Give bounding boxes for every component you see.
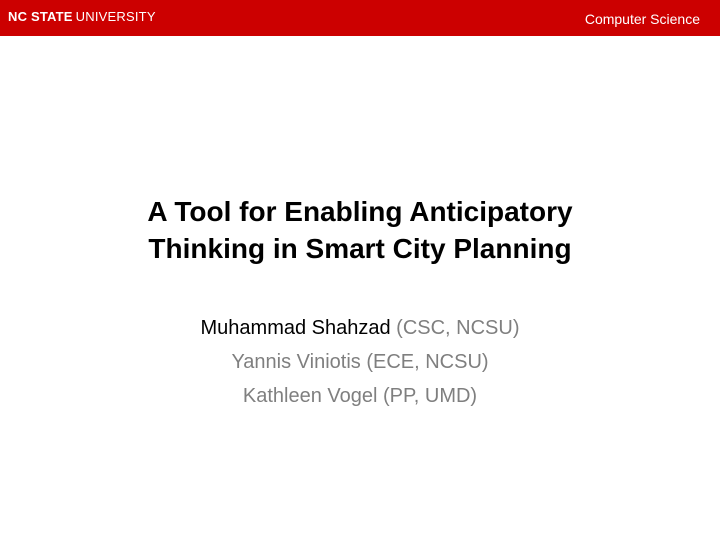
author-line-2: Yannis Viniotis (ECE, NCSU) [231, 351, 489, 373]
author-list [60, 311, 660, 413]
author-name-1: Muhammad Shahzad [200, 317, 391, 339]
title-line-1: A Tool for Enabling Anticipatory [147, 196, 573, 227]
author-line-1 [60, 311, 660, 345]
title-line-2: Thinking in Smart City Planning [148, 233, 572, 264]
author-affiliation-1: (CSC, NCSU) [390, 317, 520, 339]
author-line-3: Kathleen Vogel (PP, UMD) [242, 385, 478, 407]
department-label: Computer Science [584, 11, 700, 27]
university-logo [8, 9, 156, 25]
header-bar [0, 0, 720, 36]
logo-bold-text: NC STATE [8, 9, 73, 24]
slide-title [60, 193, 660, 267]
logo-light-text: UNIVERSITY [75, 9, 156, 24]
